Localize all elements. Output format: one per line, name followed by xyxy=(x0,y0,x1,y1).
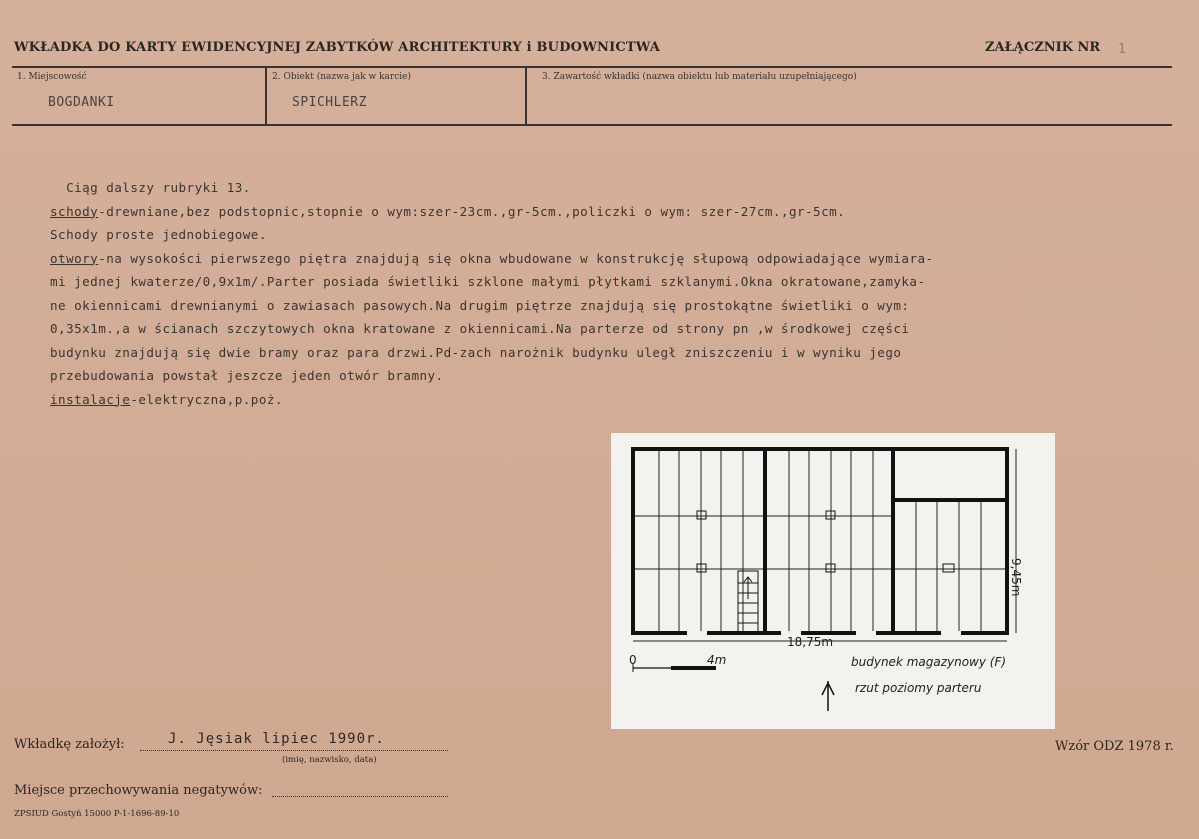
plan-length-label: 18,75m xyxy=(787,635,834,649)
body-line-9: przebudowania powstał jeszcze jeden otwór bramny. xyxy=(50,368,444,383)
body-line-2: -drewniane,bez podstopnic,stopnie o wym:szer-23cm.,gr-5cm.,policzki o wym: szer-27cm.,gr-5cm. xyxy=(98,203,846,219)
installations-heading: instalacje xyxy=(50,391,131,407)
header-bottom-rule xyxy=(12,124,1172,126)
body-line-1: Ciąg dalszy rubryki 13. xyxy=(50,180,251,195)
plan-width-label: 9,45m xyxy=(1009,558,1023,597)
scale-end-label: 4m xyxy=(707,653,727,667)
printer-info: ZPSIUD Gostyń 15000 P-1-1696-89-10 xyxy=(14,809,180,819)
plan-caption-building: budynek magazynowy (F) xyxy=(851,655,1007,669)
field-object-label: 2. Obiekt (nazwa jak w karcie) xyxy=(272,72,411,82)
field-divider-1 xyxy=(265,67,267,124)
field-locality-value: BOGDANKI xyxy=(48,95,115,110)
card-title: WKŁADKA DO KARTY EWIDENCYJNEJ ZABYTKÓW ARCHITEKTURY i BUDOWNICTWA xyxy=(14,40,661,55)
created-by-line xyxy=(140,750,448,751)
header-top-rule xyxy=(12,66,1172,68)
form-reference: Wzór ODZ 1978 r. xyxy=(1055,739,1174,754)
created-by-label: Wkładkę założył: xyxy=(14,737,125,752)
field-content-label: 3. Zawartość wkładki (nazwa obiektu lub materiału uzupełniającego) xyxy=(542,72,857,82)
scale-zero-label: 0 xyxy=(629,653,637,667)
body-line-10: -elektryczna,p.poż. xyxy=(130,391,283,407)
body-line-5: mi jednej kwaterze/0,9x1m/.Parter posiada świetliki szklone małymi płytkami szklanymi.Okna okratowane,zamyka- xyxy=(50,274,926,289)
openings-heading: otwory xyxy=(50,250,99,266)
body-line-6: ne okiennicami drewnianymi o zawiasach pasowych.Na drugim piętrze znajdują się prostokątne świetliki o wym: xyxy=(50,297,910,313)
floor-plan-svg xyxy=(611,433,1055,729)
annex-number: 1 xyxy=(1118,42,1126,57)
field-locality-label: 1. Miejscowość xyxy=(17,72,87,82)
annex-label: ZAŁĄCZNIK NR xyxy=(985,40,1101,55)
field-divider-2 xyxy=(525,67,527,124)
description-text xyxy=(50,176,1170,411)
negatives-location-line xyxy=(272,796,448,797)
body-line-8: budynku znajdują się dwie bramy oraz para drzwi.Pd-zach narożnik budynku uległ zniszczeniu i w wyniku jego xyxy=(50,344,902,360)
body-line-4: -na wysokości pierwszego piętra znajdują się okna wbudowane w konstrukcję słupową odpowiadające wymiara- xyxy=(98,250,934,266)
field-object-value: SPICHLERZ xyxy=(292,95,367,110)
body-line-3: Schody proste jednobiegowe. xyxy=(50,227,267,242)
floor-plan-drawing xyxy=(611,433,1055,729)
plan-caption-floor: rzut poziomy parteru xyxy=(855,681,982,695)
body-line-7: 0,35x1m.,a w ścianach szczytowych okna kratowane z okiennicami.Na parterze od strony pn ,w środkowej części xyxy=(50,321,910,336)
negatives-location-label: Miejsce przechowywania negatywów: xyxy=(14,783,263,798)
stairs-heading: schody xyxy=(50,203,99,219)
created-by-hint: (imię, nazwisko, data) xyxy=(282,755,377,765)
created-by-value: J. Jęsiak lipiec 1990r. xyxy=(168,731,385,747)
